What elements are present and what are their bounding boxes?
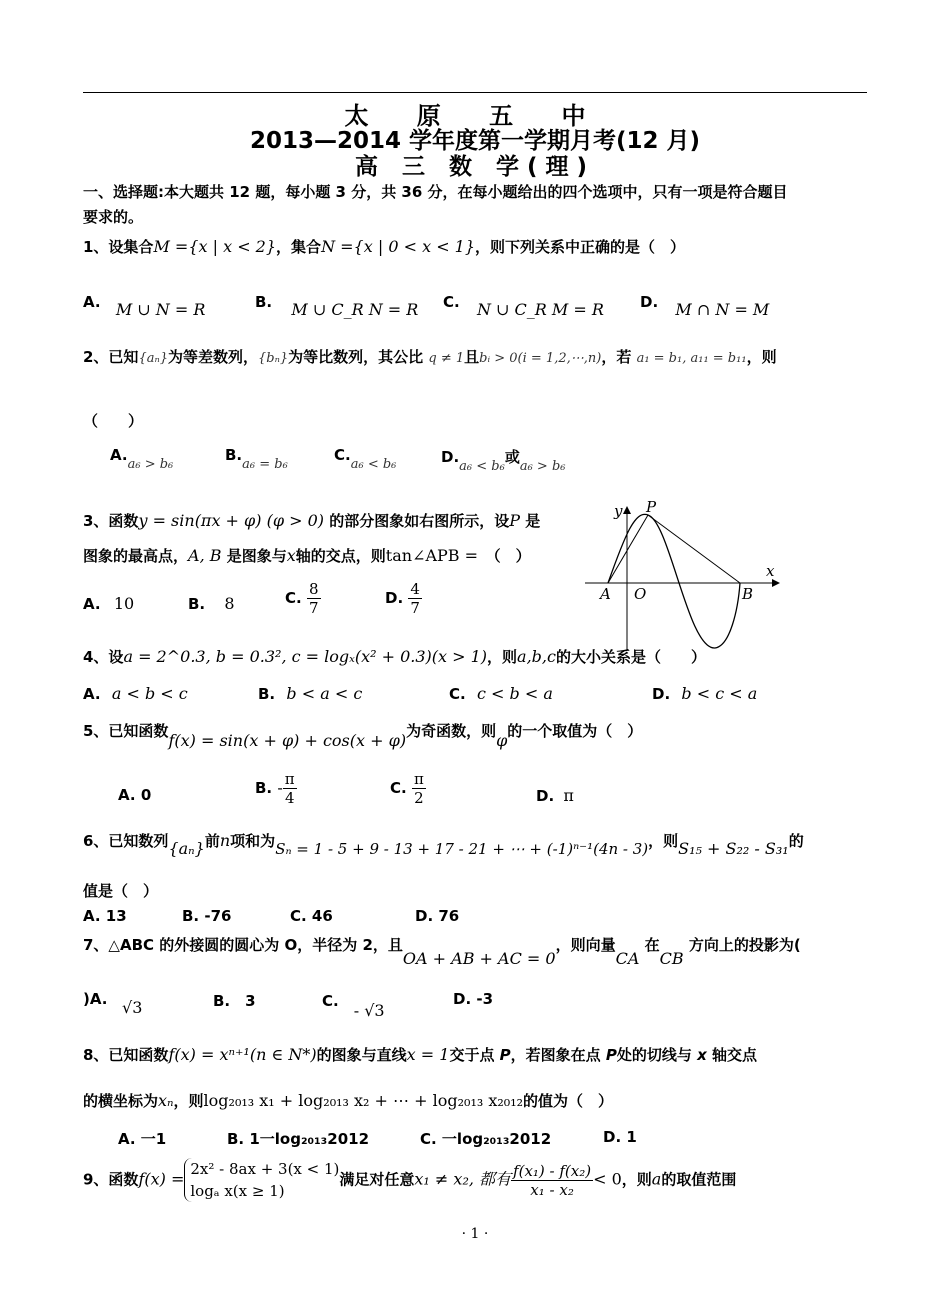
q4-option-a-label: A. (83, 685, 101, 703)
q3-option-d-fraction (408, 580, 422, 617)
q2-text-a: 2、已知 (83, 348, 139, 366)
question-6-stem (83, 830, 804, 858)
q2-text-e: ，若 (601, 348, 632, 366)
q5-option-c-den: 2 (414, 789, 424, 807)
q4-option-d[interactable] (652, 684, 757, 703)
q3-option-c-den: 7 (308, 599, 319, 617)
q1-option-b-label: B. (255, 293, 273, 311)
q6-option-d[interactable]: D. 76 (415, 907, 460, 925)
q7-option-b[interactable] (213, 990, 256, 1011)
q3-math-tan: tan∠APB = (385, 546, 479, 565)
q3-option-b[interactable] (188, 594, 235, 613)
q6-text-b: 前 (204, 832, 220, 850)
q8-option-a[interactable]: A. 一1 (118, 1130, 167, 1148)
q9-text-b: 满足对任意 (339, 1170, 415, 1189)
q2-option-a[interactable] (110, 446, 174, 472)
subject-title: 高 三 数 学(理) (354, 154, 596, 180)
graph-label-o: O (634, 585, 647, 603)
q6-text-a: 6、已知数列 (83, 832, 169, 850)
q3-text-f: 轴的交点，则 (295, 547, 386, 565)
q5-math-func: f(x) = sin(x + φ) + cos(x + φ) (168, 731, 407, 750)
q3-math-func: y = sin(πx + φ) (φ > 0) (138, 511, 325, 530)
q2-answer-paren: （ ） (83, 412, 144, 430)
q6-math-sum: S₁₅ + S₂₂ - S₃₁ (678, 839, 789, 858)
q5-option-b-den: 4 (284, 789, 295, 807)
exam-title: 2013—2014 学年度第一学期月考(12 月) (249, 128, 701, 154)
q5-option-d[interactable] (536, 786, 574, 805)
q2-option-b-label: B. (225, 446, 243, 464)
q6-text-e: 的 (788, 832, 804, 850)
q6-text-d: ，则 (648, 832, 679, 850)
q5-option-b[interactable] (255, 770, 297, 807)
graph-label-x: x (766, 562, 775, 580)
q6-math-sn: Sₙ = 1 - 5 + 9 - 13 + 17 - 21 + ⋯ + (-1)ⁿ⁻¹(4n - 3) (275, 840, 649, 858)
q3-sine-graph (580, 500, 790, 660)
q7-cont-text: )A. (83, 990, 108, 1008)
q5-option-b-num: π (284, 770, 295, 788)
q2-math-q: q ≠ 1 (428, 351, 465, 366)
q8-text-b: 的图象与直线 (316, 1046, 407, 1064)
q1-option-a[interactable] (83, 292, 206, 319)
q2-option-d[interactable] (441, 446, 566, 474)
q4-math-abc: a,b,c (517, 647, 556, 666)
question-2-stem (83, 346, 777, 367)
q9-text-c: ，则 (621, 1170, 652, 1189)
q2-option-d-label: D. (441, 448, 460, 466)
q3-option-c-num: 8 (308, 580, 319, 598)
q8-math-xn: xₙ (158, 1091, 174, 1110)
section-instruction-line2: 要求的。 (83, 208, 144, 226)
q7-option-c[interactable] (322, 990, 385, 1020)
q8-option-d[interactable]: D. 1 (603, 1128, 637, 1146)
q1-math-m: M ={x | x < 2} (153, 237, 277, 256)
q3-math-ab: A, B (188, 546, 222, 565)
q3-option-b-label: B. (188, 595, 206, 613)
q5-text-a: 5、已知函数 (83, 722, 169, 740)
q7-option-d[interactable] (453, 990, 493, 1008)
q2-text-b: 为等差数列， (168, 348, 259, 366)
q7-text-c: 在 (644, 936, 660, 954)
q7-math-cb: CB (659, 949, 684, 968)
question-4-stem (83, 646, 706, 667)
question-8-stem-line2 (83, 1090, 613, 1111)
q1-text-c: ，则下列关系中正确的是（ ） (475, 238, 686, 256)
q1-option-a-math: M ∪ N = R (115, 300, 206, 319)
q3-text-c: 是 (525, 512, 541, 530)
q5-option-d-value: π (563, 786, 574, 805)
q3-math-p: P (509, 511, 521, 530)
question-1-stem (83, 236, 685, 257)
q6-text-c: 项和为 (230, 832, 276, 850)
question-3-stem-line2 (83, 545, 531, 566)
q2-math-bn: {bₙ} (258, 351, 289, 366)
q2-math-an: {aₙ} (138, 351, 168, 366)
q3-math-x: x (286, 546, 296, 565)
graph-line-pa (608, 515, 648, 583)
q1-option-a-label: A. (83, 293, 101, 311)
q3-option-d[interactable] (385, 580, 422, 617)
q2-math-ab: a₁ = b₁, a₁₁ = b₁₁ (636, 351, 747, 366)
q2-option-c-label: C. (334, 446, 351, 464)
q8-point-p2: P (605, 1046, 617, 1064)
q2-option-b-math: a₆ = b₆ (242, 457, 288, 472)
graph-line-pb (648, 515, 740, 583)
question-8-stem-line1 (83, 1044, 757, 1065)
q7-option-a-math: √3 (122, 998, 143, 1017)
q4-option-b-label: B. (258, 685, 276, 703)
q8-text-c: 交于点 (449, 1046, 500, 1064)
q5-text-c: 的一个取值为（ ） (507, 722, 643, 740)
q5-option-d-label: D. (536, 787, 555, 805)
graph-label-y: y (614, 502, 623, 520)
q3-option-d-num: 4 (410, 580, 420, 598)
q1-text-a: 1、设集合 (83, 238, 154, 256)
question-9-stem (83, 1158, 736, 1202)
q9-text-a: 9、函数 (83, 1170, 139, 1189)
q8-math-func: f(x) = xⁿ⁺¹(n ∈ N*) (168, 1045, 317, 1064)
q3-option-c-label: C. (285, 589, 302, 607)
q7-stem-cont (83, 990, 107, 1008)
q3-option-b-value: 8 (224, 594, 235, 613)
q8-text-f: 轴交点 (706, 1046, 758, 1064)
q2-option-c-math: a₆ < b₆ (350, 457, 397, 472)
q8-text-i: 的值为（ ） (523, 1092, 614, 1110)
q4-text-b: ，则 (487, 648, 518, 666)
q8-text-d: ，若图象在点 (510, 1046, 606, 1064)
q8-option-c[interactable]: C. 一log₂₀₁₃2012 (420, 1130, 552, 1148)
q5-text-b: 为奇函数，则 (406, 722, 497, 740)
graph-label-b: B (742, 585, 754, 603)
q2-text-c: 为等比数列，其公比 (288, 348, 424, 366)
q3-option-c[interactable] (285, 580, 321, 617)
q7-text-b: ，则向量 (555, 936, 616, 954)
q8-text-a: 8、已知函数 (83, 1046, 169, 1064)
q5-option-c-fraction (412, 770, 426, 807)
q1-option-c-math: N ∪ C_R M = R (476, 300, 604, 319)
q8-math-x1: x = 1 (406, 1045, 450, 1064)
q6-option-a[interactable]: A. 13 (83, 907, 127, 925)
q2-option-c[interactable] (334, 446, 397, 472)
q7-option-d-label: D. (453, 990, 472, 1008)
q5-option-b-label: B. (255, 779, 273, 797)
q5-option-c-num: π (413, 770, 424, 788)
q2-text-d: 且 (464, 348, 480, 366)
q5-option-a-label: A. (118, 786, 136, 804)
q2-option-a-label: A. (110, 446, 128, 464)
section-instruction-line1: 一、选择题:本大题共 12 题，每小题 3 分，共 36 分，在每小题给出的四个选项中，只有一项是符合题目 (83, 183, 788, 201)
q7-option-b-value: 3 (245, 992, 256, 1010)
q8-point-p: P (499, 1046, 511, 1064)
q5-option-b-fraction (283, 770, 297, 807)
q9-case-2: logₐ x(x ≥ 1) (190, 1182, 285, 1200)
q3-option-d-den: 7 (410, 599, 420, 617)
q4-text-c: 的大小关系是（ ） (555, 648, 706, 666)
q3-text-d: 图象的最高点， (83, 547, 189, 565)
q5-math-phi: φ (496, 731, 508, 750)
page-number: · 1 · (461, 1226, 489, 1242)
q8-text-e: 处的切线与 (616, 1046, 698, 1064)
q9-frac-num: f(x₁) - f(x₂) (513, 1161, 592, 1180)
q8-text-g: 的横坐标为 (83, 1092, 159, 1110)
q7-option-c-label: C. (322, 992, 339, 1010)
q5-option-c-label: C. (390, 779, 407, 797)
q9-text-d: 的取值范围 (661, 1170, 737, 1189)
q9-math-a: a (651, 1169, 662, 1189)
q2-math-bi: bᵢ > 0(i = 1,2,⋯,n) (479, 351, 602, 366)
q2-option-d-math: a₆ < b₆ (459, 459, 505, 474)
q6-option-b[interactable]: B. -76 (182, 907, 232, 925)
q3-option-a-value: 10 (113, 594, 135, 613)
q1-option-b[interactable] (255, 292, 419, 319)
q9-math-fx: f(x) = (138, 1169, 185, 1189)
q3-option-a[interactable] (83, 594, 134, 613)
q8-text-h: ，则 (173, 1092, 204, 1110)
q9-piecewise (184, 1158, 339, 1202)
q4-option-c-label: C. (449, 685, 466, 703)
q7-text-a: 7、△ABC 的外接圆的圆心为 O，半径为 2，且 (83, 936, 403, 954)
q1-option-c-label: C. (443, 293, 460, 311)
q3-text-b: 的部分图象如右图所示，设 (329, 512, 510, 530)
q6-math-an: {aₙ} (168, 839, 205, 858)
q7-option-c-math: - √3 (353, 1001, 385, 1020)
q4-text-a: 4、设 (83, 648, 124, 666)
q9-math-lt0: < 0 (593, 1169, 622, 1189)
q4-option-c[interactable] (449, 684, 553, 703)
school-name: 太 原 五 中 (344, 102, 606, 130)
q6-option-c[interactable]: C. 46 (290, 907, 333, 925)
q4-option-b[interactable] (258, 684, 362, 703)
q4-option-a-math: a < b < c (111, 684, 188, 703)
q3-option-c-fraction (307, 580, 321, 617)
q7-option-d-value: -3 (476, 990, 494, 1008)
q4-math-defs: a = 2^0.3, b = 0.3², c = logₓ(x² + 0.3)(x > 1) (123, 647, 488, 666)
q7-math-ca: CA (615, 949, 640, 968)
q9-frac-den: x₁ - x₂ (530, 1180, 574, 1199)
q2-option-a-math: a₆ > b₆ (127, 457, 174, 472)
q5-option-b-sign: - (277, 778, 283, 797)
q8-math-logs: log₂₀₁₃ x₁ + log₂₀₁₃ x₂ + ⋯ + log₂₀₁₃ x₂₀₁₂ (203, 1091, 524, 1110)
q1-option-c[interactable] (443, 292, 604, 319)
q2-option-b[interactable] (225, 446, 288, 472)
q2-option-d-math2: a₆ > b₆ (519, 459, 566, 474)
q9-case-1: 2x² - 8ax + 3(x < 1) (190, 1160, 340, 1178)
q5-option-c[interactable] (390, 770, 426, 807)
question-3-stem-line1 (83, 510, 540, 531)
q3-option-a-label: A. (83, 595, 101, 613)
q7-text-d: 方向上的投影为( (688, 936, 801, 954)
q1-option-d-label: D. (640, 293, 659, 311)
q5-option-a[interactable] (118, 786, 151, 804)
q4-option-b-math: b < a < c (286, 684, 363, 703)
q3-text-g: （ ） (493, 547, 531, 565)
q4-option-d-math: b < c < a (681, 684, 758, 703)
q1-option-d-math: M ∩ N = M (675, 300, 770, 319)
q1-option-b-math: M ∪ C_R N = R (291, 300, 419, 319)
graph-label-a: A (600, 585, 611, 603)
q3-option-d-label: D. (385, 589, 404, 607)
q9-math-cond: x₁ ≠ x₂, 都有 (414, 1169, 512, 1189)
q6-math-n: n (219, 831, 231, 850)
q8-option-b[interactable]: B. 1一log₂₀₁₃2012 (227, 1130, 370, 1148)
q7-math-vec: OA + AB + AC = 0 (402, 949, 556, 968)
q4-option-a[interactable] (83, 684, 188, 703)
q2-text-f: ，则 (746, 348, 777, 366)
q8-axis-x: x (697, 1046, 707, 1064)
q6-stem-cont: 值是（ ） (83, 882, 159, 900)
q4-option-c-math: c < b < a (476, 684, 553, 703)
q1-text-b: ，集合 (276, 238, 322, 256)
q3-text-e: 是图象与 (226, 547, 287, 565)
header-rule (83, 92, 867, 93)
q4-option-d-label: D. (652, 685, 671, 703)
q9-fraction (511, 1162, 593, 1199)
q5-option-a-value: 0 (140, 786, 152, 804)
q3-text-a: 3、函数 (83, 512, 139, 530)
graph-label-p: P (646, 500, 657, 516)
q1-option-d[interactable] (640, 292, 770, 319)
q1-math-n: N ={x | 0 < x < 1} (321, 237, 476, 256)
question-7-stem (83, 934, 801, 968)
q7-option-b-label: B. (213, 992, 231, 1010)
question-5-stem (83, 720, 643, 750)
q7-option-a[interactable] (122, 998, 142, 1017)
q2-option-d-or: 或 (504, 448, 520, 466)
